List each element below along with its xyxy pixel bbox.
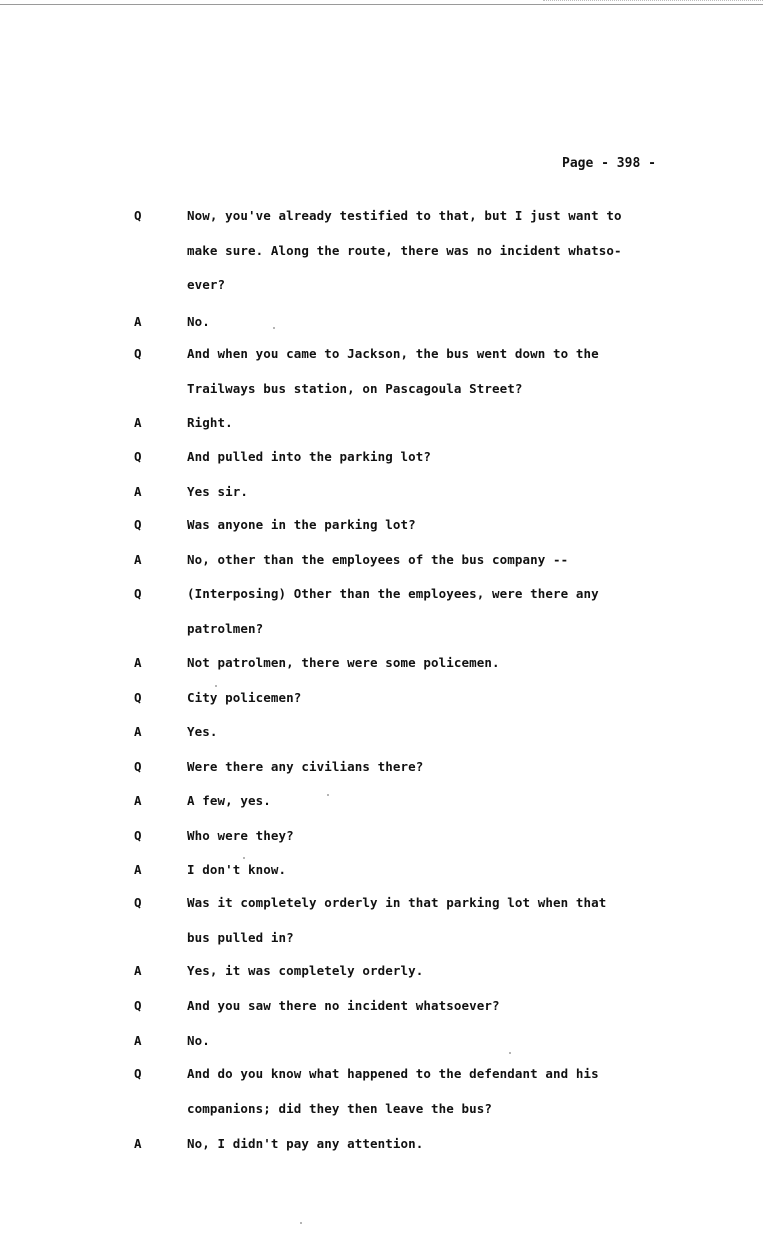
speaker-label: A	[134, 552, 142, 567]
testimony-line: Right.	[187, 415, 233, 430]
testimony-line: City policemen?	[187, 690, 302, 705]
testimony-line: Trailways bus station, on Pascagoula Street?	[187, 380, 523, 396]
speaker-label: Q	[134, 1066, 142, 1081]
testimony-line: No, I didn't pay any attention.	[187, 1136, 424, 1151]
scan-speck	[215, 685, 217, 687]
testimony-line: No.	[187, 1033, 210, 1048]
testimony-line: (Interposing) Other than the employees, were there any	[187, 586, 599, 601]
speaker-label: Q	[134, 998, 142, 1013]
testimony-line: No, other than the employees of the bus company --	[187, 552, 569, 567]
testimony-line: Yes sir.	[187, 484, 249, 499]
speaker-label: A	[134, 1136, 142, 1151]
speaker-label: Q	[134, 895, 142, 910]
speaker-label: Q	[134, 208, 142, 223]
testimony-line: patrolmen?	[187, 620, 264, 636]
scan-speck	[273, 327, 275, 329]
testimony-line: And pulled into the parking lot?	[187, 449, 432, 464]
speaker-label: A	[134, 963, 142, 978]
speaker-label: Q	[134, 586, 142, 601]
testimony-line: Now, you've already testified to that, but I just want to	[187, 208, 622, 223]
speaker-label: A	[134, 415, 142, 430]
speaker-label: Q	[134, 346, 142, 361]
testimony-line: And when you came to Jackson, the bus went down to the	[187, 346, 599, 361]
testimony-line: ever?	[187, 277, 226, 292]
speaker-label: A	[134, 724, 142, 739]
testimony-line: And do you know what happened to the defendant and his	[187, 1066, 599, 1081]
speaker-label: A	[134, 1033, 142, 1048]
page-number: Page - 398 -	[562, 156, 656, 171]
speaker-label: A	[134, 314, 142, 329]
testimony-line: No.	[187, 314, 210, 329]
testimony-line: I don't know.	[187, 862, 287, 877]
testimony-line: Who were they?	[187, 828, 294, 843]
scan-speck	[243, 857, 245, 859]
speaker-label: Q	[134, 828, 142, 843]
testimony-line: bus pulled in?	[187, 929, 294, 945]
speaker-label: Q	[134, 517, 142, 532]
testimony-line: Not patrolmen, there were some policemen.	[187, 655, 500, 670]
scan-speck	[300, 1222, 302, 1224]
scan-speck	[509, 1052, 511, 1054]
speaker-label: Q	[134, 449, 142, 464]
testimony-line: Yes.	[187, 724, 218, 739]
testimony-line: companions; did they then leave the bus?	[187, 1100, 493, 1116]
testimony-line: Were there any civilians there?	[187, 759, 424, 774]
testimony-line: Yes, it was completely orderly.	[187, 963, 424, 978]
speaker-label: Q	[134, 690, 142, 705]
testimony-line: Was anyone in the parking lot?	[187, 517, 416, 532]
speaker-label: A	[134, 484, 142, 499]
testimony-line: Was it completely orderly in that parking lot when that	[187, 895, 607, 910]
testimony-line: make sure. Along the route, there was no incident whatso-	[187, 242, 622, 258]
scan-speck	[327, 794, 329, 796]
speaker-label: A	[134, 793, 142, 808]
speaker-label: Q	[134, 759, 142, 774]
speaker-label: A	[134, 862, 142, 877]
speaker-label: A	[134, 655, 142, 670]
testimony-line: A few, yes.	[187, 793, 271, 808]
testimony-line: And you saw there no incident whatsoever?	[187, 998, 500, 1013]
